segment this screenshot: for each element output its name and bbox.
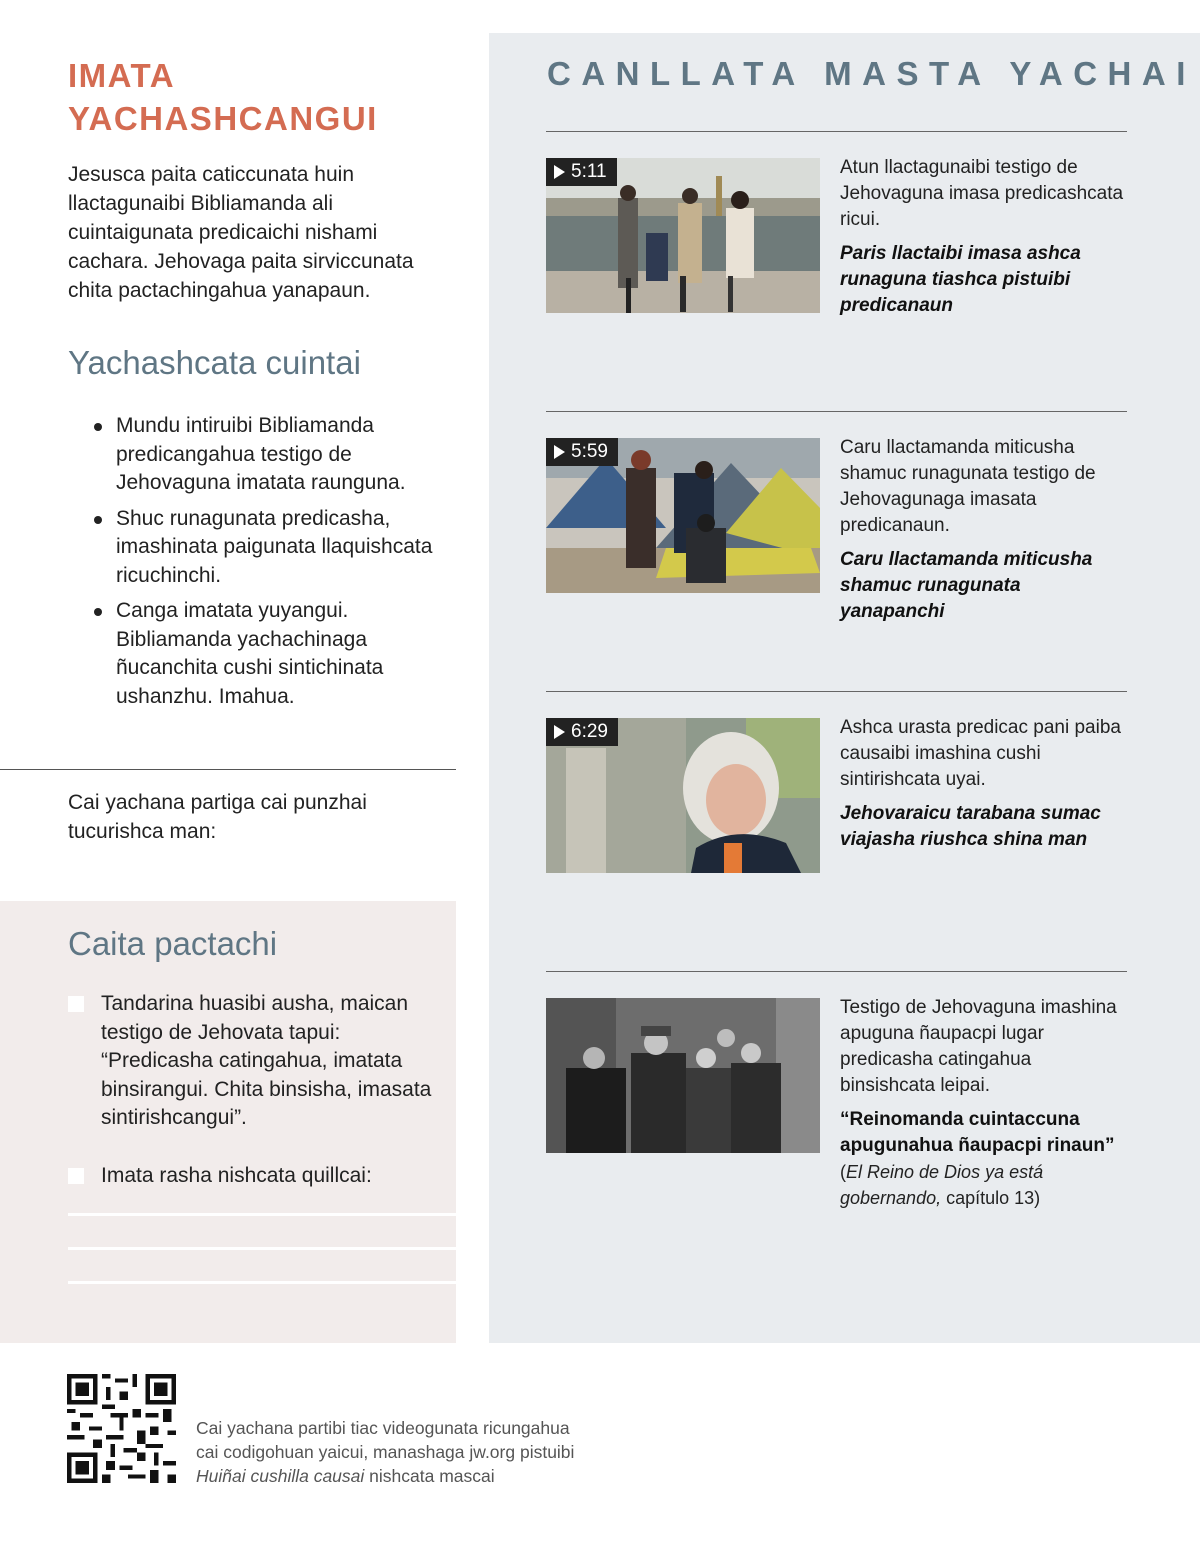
video-thumbnail-pioneer[interactable] (546, 718, 820, 873)
writing-line[interactable] (68, 1281, 456, 1284)
more-info-title: CANLLATA MASTA YACHAI (547, 55, 1196, 92)
task-heading: Caita pactachi (68, 925, 278, 962)
thumbnail-image (546, 998, 820, 1153)
duration-text: 6:29 (571, 721, 608, 742)
completion-note: Cai yachana partiga cai punzhai tucurishca man: (68, 791, 367, 843)
video-thumbnail-paris[interactable] (546, 158, 820, 313)
footer-line3: nishcata mascai (364, 1466, 495, 1486)
reading-title: “Reinomanda cuintaccuna apugunahua ñaupacpi rinaun” (840, 1109, 1115, 1156)
video-title[interactable]: Paris llactaibi imasa ashca runaguna tiashca pistuibi predicanaun (840, 243, 1081, 316)
footer-line2: cai codigohuan yaicui, manashaga jw.org pistuibi (196, 1442, 575, 1462)
divider (546, 411, 1127, 412)
video-info (840, 435, 1125, 625)
review-list (90, 412, 456, 718)
source-chapter: capítulo 13) (941, 1188, 1041, 1208)
reading-info (840, 995, 1125, 1211)
video-description: Caru llactamanda miticusha shamuc runagunata testigo de Jehovagunaga imasata predicanaun. (840, 437, 1096, 536)
list-item-text: Shuc runagunata predicasha, imashinata paigunata llaquishcata ricuchinchi. (116, 506, 433, 587)
footer-publication-title: Huiñai cushilla causai (196, 1466, 365, 1486)
intro-paragraph: Jesusca paita caticcunata huin llactagunaibi Bibliamanda ali cuintaigunata predicaichi nishami cachara. Jehovaga paita sirviccunata chita pactachingahua yanapaun. (68, 163, 414, 302)
play-icon (554, 165, 565, 179)
list-item (90, 505, 456, 591)
divider (546, 131, 1127, 132)
lesson-heading-line2: YACHASHCANGUI (68, 100, 378, 137)
lesson-heading-line1: IMATA (68, 57, 176, 94)
duration-badge (546, 718, 618, 746)
divider (546, 691, 1127, 692)
historical-photo (546, 998, 820, 1153)
list-item-text: Canga imatata yuyangui. Bibliamanda yachachinaga ñucanchita cushi sintichinata ushanzhu. Imahua. (116, 599, 384, 708)
divider (546, 971, 1127, 972)
duration-text: 5:11 (571, 161, 607, 182)
source-paren: ( (840, 1162, 846, 1182)
footer-line1: Cai yachana partibi tiac videogunata ricungahua (196, 1418, 570, 1438)
play-icon (554, 725, 565, 739)
list-item-text: Mundu intiruibi Bibliamanda predicangahua testigo de Jehovaguna imatata raunguna. (116, 414, 406, 494)
review-heading: Yachashcata cuintai (68, 344, 361, 381)
more-info-panel (489, 33, 1200, 1343)
task-text: Tandarina huasibi ausha, maican testigo de Jehovata tapui: “Predicasha catingahua, imatata binsirangui. Chita binsisha, imasata sintirishcangui”. (101, 992, 432, 1129)
reading-description: Testigo de Jehovaguna imashina apuguna ñaupacpi lugar predicasha catingahua binsishcata leipai. (840, 997, 1117, 1096)
lesson-heading (68, 54, 378, 140)
source-book-title: El Reino de Dios ya está gobernando, (840, 1162, 1044, 1208)
video-description: Ashca urasta predicac pani paiba causaibi imashina cushi sintirishcata uyai. (840, 717, 1121, 790)
video-info (840, 715, 1125, 853)
duration-badge (546, 158, 617, 186)
list-item (90, 597, 456, 711)
video-title[interactable]: Jehovaraicu tarabana sumac viajasha riushca shina man (840, 803, 1101, 850)
task-item[interactable] (68, 1162, 438, 1191)
play-icon (554, 445, 565, 459)
video-info (840, 155, 1125, 319)
bullet-icon (94, 423, 102, 431)
checkbox-icon[interactable] (68, 996, 84, 1012)
task-item[interactable] (68, 990, 438, 1133)
task-text: Imata rasha nishcata quillcai: (101, 1164, 372, 1187)
video-thumbnail-refugees[interactable] (546, 438, 820, 593)
video-description: Atun llactagunaibi testigo de Jehovaguna imasa predicashcata ricui. (840, 157, 1124, 230)
writing-line[interactable] (68, 1213, 456, 1216)
reading-source (840, 1159, 1125, 1211)
checkbox-icon[interactable] (68, 1168, 84, 1184)
writing-line[interactable] (68, 1247, 456, 1250)
video-title[interactable]: Caru llactamanda miticusha shamuc runagunata yanapanchi (840, 549, 1093, 622)
footer-note (196, 1416, 656, 1488)
duration-text: 5:59 (571, 441, 608, 462)
divider (0, 769, 456, 770)
list-item (90, 412, 456, 498)
qr-code[interactable] (67, 1374, 176, 1483)
bullet-icon (94, 516, 102, 524)
duration-badge (546, 438, 618, 466)
bullet-icon (94, 608, 102, 616)
